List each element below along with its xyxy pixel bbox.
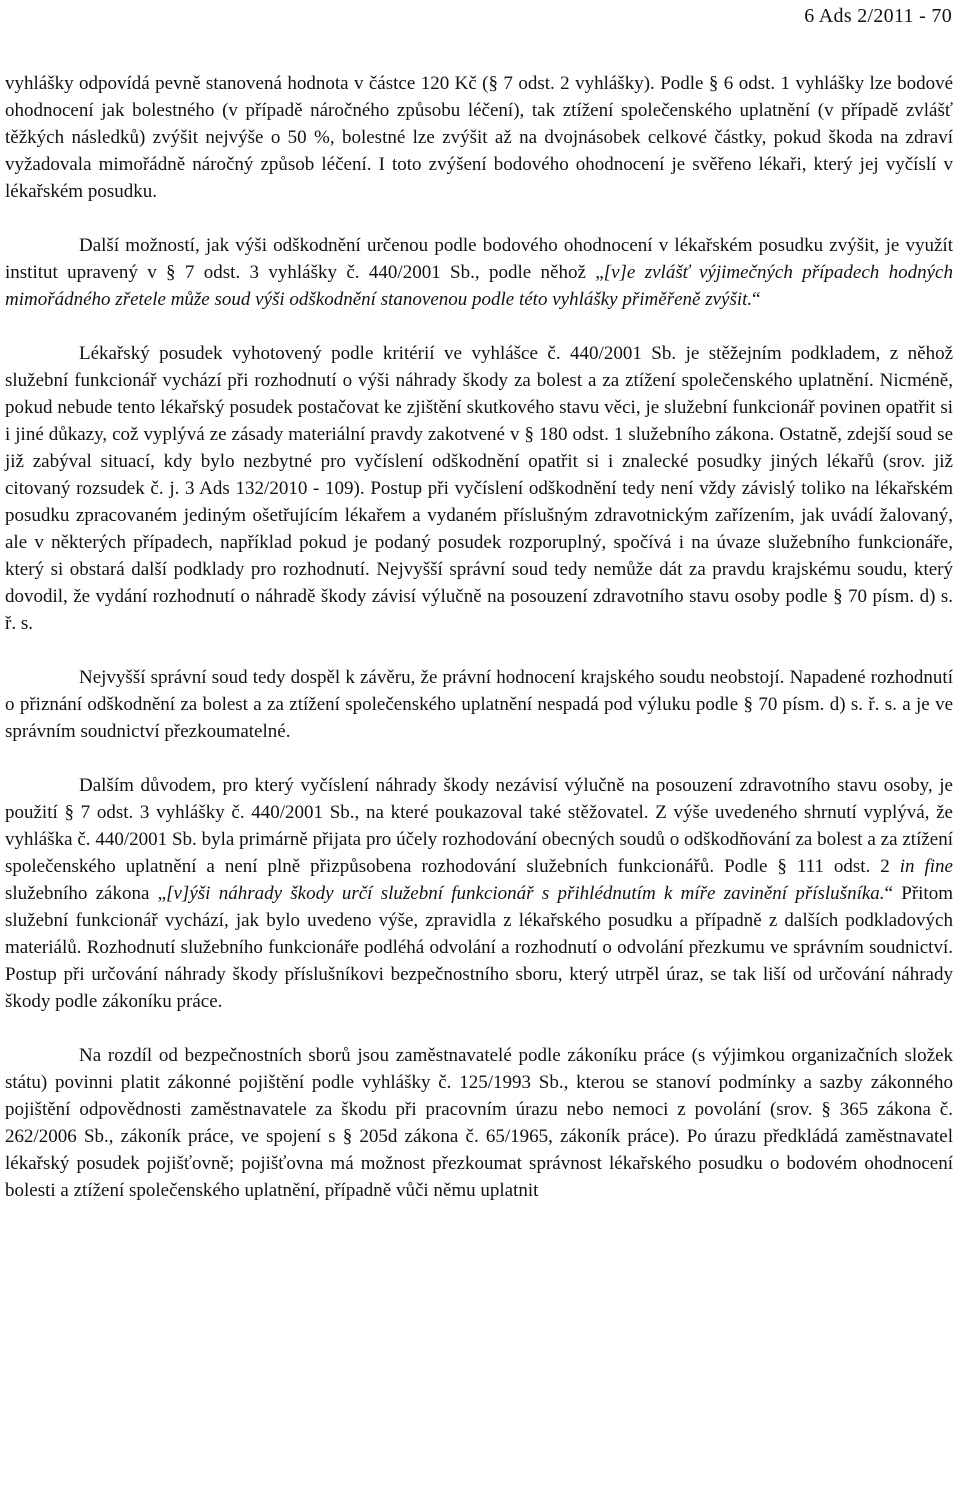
- paragraph-employers-insurance: [5, 1042, 953, 1204]
- paragraph-gap: [5, 637, 953, 664]
- paragraph-text: služebního zákona „: [5, 883, 167, 904]
- paragraph-gap: [5, 1015, 953, 1042]
- paragraph-text: Další možností, jak výši odškodnění určenou podle bodového ohodnocení v lékařském posudku zvýšit, je využít institut upravený v § 7 odst. 3 vyhlášky č. 440/2001 Sb., podle něhož „: [5, 235, 953, 283]
- paragraph-text: Nejvyšší správní soud tedy dospěl k závěru, že právní hodnocení krajského soudu neobstojí. Napadené rozhodnutí o přiznání odškodnění za bolest a za ztížení společenského uplatnění nespadá pod výluku podle § 70 písm. d) s. ř. s. a je ve správním soudnictví přezkoumatelné.: [5, 667, 953, 742]
- latin-phrase: in fine: [899, 856, 953, 877]
- page-header-reference: 6 Ads 2/2011 - 70: [804, 5, 952, 27]
- paragraph-conclusion: [5, 664, 953, 745]
- paragraph-further-reason: [5, 772, 953, 1015]
- document-body: [5, 70, 953, 1204]
- closing-quote: “: [752, 289, 761, 310]
- quoted-statute-text: [v]ýši náhrady škody určí služební funkcionář s přihlédnutím k míře zavinění příslušníka.: [166, 883, 885, 904]
- paragraph-continuation: [5, 70, 953, 205]
- paragraph-further-option: [5, 232, 953, 313]
- paragraph-text: “ Přitom služební funkcionář vychází, jak bylo uvedeno výše, zpravidla z lékařského posudku a případně z dalších podkladových materiálů. Rozhodnutí služebního funkcionáře podléhá odvolání a rozhodnutí o odvolání přezkumu ve správním soudnictví. Postup při určování náhrady škody příslušníkovi bezpečnostního sboru, který utrpěl úraz, se tak liší od určování náhrady škody podle zákoníku práce.: [5, 883, 953, 1012]
- paragraph-gap: [5, 205, 953, 232]
- paragraph-text: vyhlášky odpovídá pevně stanovená hodnota v částce 120 Kč (§ 7 odst. 2 vyhlášky). Podle § 6 odst. 1 vyhlášky lze bodové ohodnocení jak bolestného (v případě náročného způsobu léčení), tak ztížení společenského uplatnění (v případě zvlášť těžkých následků) zvýšit nejvýše o 50 %, bolestné lze zvýšit až na dvojnásobek celkové částky, pokud škoda na zdraví vyžadovala mimořádně náročný způsob léčení. I toto zvýšení bodového ohodnocení je svěřeno lékaři, který jej vyčíslí v lékařském posudku.: [5, 73, 953, 202]
- paragraph-gap: [5, 313, 953, 340]
- paragraph-medical-report: [5, 340, 953, 637]
- paragraph-text: Dalším důvodem, pro který vyčíslení náhrady škody nezávisí výlučně na posouzení zdravotního stavu osoby, je použití § 7 odst. 3 vyhlášky č. 440/2001 Sb., na které poukazoval také stěžovatel. Z výše uvedeného shrnutí vyplývá, že vyhláška č. 440/2001 Sb. byla primárně přijata pro účely rozhodování obecných soudů o odškodňování za bolest a za ztížení společenského uplatnění a není plně přizpůsobena rozhodování služebních funkcionářů. Podle § 111 odst. 2: [5, 775, 953, 877]
- quoted-regulation-text: [v]e zvlášť výjimečných případech hodných mimořádného zřetele může soud výši odškodnění stanovenou podle této vyhlášky přiměřeně zvýšit.: [5, 262, 953, 310]
- paragraph-text: Lékařský posudek vyhotovený podle kritérií ve vyhlášce č. 440/2001 Sb. je stěžejním podkladem, z něhož služební funkcionář vychází při rozhodnutí o výši náhrady škody za bolest a za ztížení společenského uplatnění. Nicméně, pokud nebude tento lékařský posudek postačovat ke zjištění skutkového stavu věci, je služební funkcionář povinen opatřit si i jiné důkazy, což vyplývá ze zásady materiální pravdy zakotvené v § 180 odst. 1 služebního zákona. Ostatně, zdejší soud se již zabýval situací, kdy bylo nezbytné pro vyčíslení odškodnění opatřit si i znalecké posudky jiných lékařů (srov. již citovaný rozsudek č. j. 3 Ads 132/2010 - 109). Postup při vyčíslení odškodnění tedy není vždy závislý toliko na lékařském posudku zpracovaném jediným ošetřujícím lékařem a vydaném příslušným zdravotnickým zařízením, jak uvádí žalovaný, ale v některých případech, například pokud je podaný posudek rozporuplný, spočívá i na úvaze služebního funkcionáře, který si obstará další podklady pro rozhodnutí. Nejvyšší správní soud tedy nemůže dát za pravdu krajskému soudu, který dovodil, že vydání rozhodnutí o náhradě škody závisí výlučně na posouzení zdravotního stavu osoby podle § 70 písm. d) s. ř. s.: [5, 343, 953, 634]
- paragraph-gap: [5, 745, 953, 772]
- paragraph-text: Na rozdíl od bezpečnostních sborů jsou zaměstnavatelé podle zákoníku práce (s výjimkou organizačních složek státu) povinni platit zákonné pojištění podle vyhlášky č. 125/1993 Sb., kterou se stanoví podmínky a sazby zákonného pojištění odpovědnosti zaměstnavatele za škodu při pracovním úrazu nebo nemoci z povolání (srov. § 365 zákona č. 262/2006 Sb., zákoník práce, ve spojení s § 205d zákona č. 65/1965, zákoník práce). Po úrazu předkládá zaměstnavatel lékařský posudek pojišťovně; pojišťovna má možnost přezkoumat správnost lékařského posudku o bodovém ohodnocení bolesti a ztížení společenského uplatnění, případně vůči němu uplatnit: [5, 1045, 953, 1201]
